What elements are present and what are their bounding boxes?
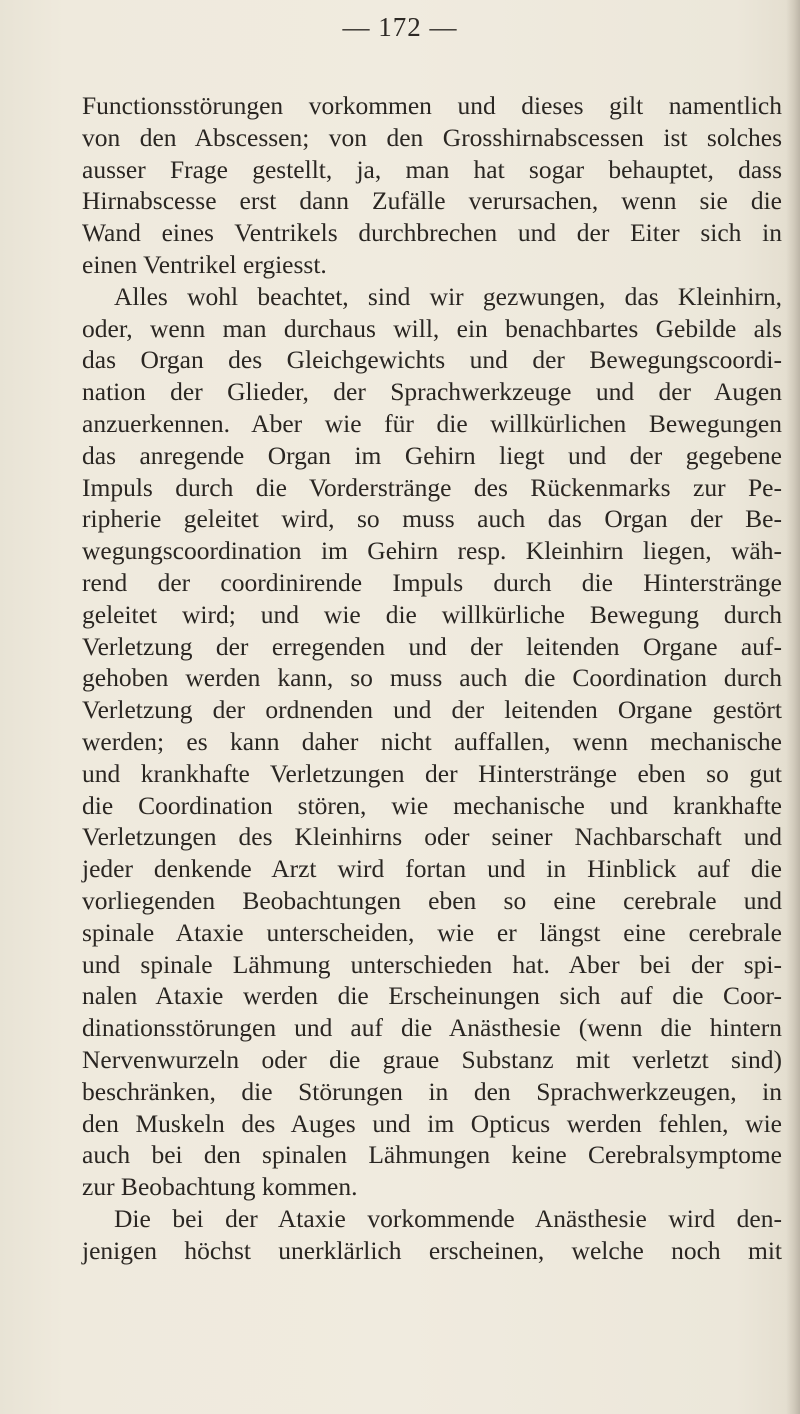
text-line: die Coordination stören, wie mechanische und krankhafte — [82, 790, 782, 820]
text-line: einen Ventrikel ergiesst. — [82, 249, 327, 279]
text-line: Verletzung der erregenden und der leitenden Organe auf- — [82, 631, 782, 661]
text-line: anzuerkennen. Aber wie für die willkürlichen Bewegungen — [82, 408, 782, 438]
text-line: oder, wenn man durchaus will, ein benachbartes Gebilde als — [82, 313, 782, 343]
text-line: gehoben werden kann, so muss auch die Coordination durch — [82, 663, 782, 693]
text-line: Functionsstörungen vorkommen und dieses gilt namentlich — [82, 91, 782, 120]
text-line: jeder denkende Arzt wird fortan und in Hinblick auf die — [82, 854, 782, 884]
text-line: den Muskeln des Auges und im Opticus werden fehlen, wie — [82, 1108, 782, 1138]
text-line: auch bei den spinalen Lähmungen keine Cerebralsymptome — [82, 1140, 782, 1170]
text-line: ausser Frage gestellt, ja, man hat sogar behauptet, dass — [82, 154, 782, 184]
text-line: ripherie geleitet wird, so muss auch das Organ der Be- — [82, 504, 782, 534]
text-line: nalen Ataxie werden die Erscheinungen sich auf die Coor- — [82, 981, 782, 1011]
text-line: Verletzungen des Kleinhirns oder seiner Nachbarschaft und — [82, 822, 782, 852]
text-line: geleitet wird; und wie die willkürliche Bewegung durch — [82, 599, 782, 629]
text-line: Wand eines Ventrikels durchbrechen und der Eiter sich in — [82, 218, 782, 248]
text-line: rend der coordinirende Impuls durch die Hinterstränge — [82, 567, 782, 597]
text-line: das Organ des Gleichgewichts und der Bewegungscoordi- — [82, 345, 782, 375]
text-line: vorliegenden Beobachtungen eben so eine cerebrale und — [82, 885, 782, 915]
page-number: — 172 — — [342, 12, 458, 42]
page-edge-shadow — [786, 0, 800, 1414]
text-line: beschränken, die Störungen in den Sprachwerkzeugen, in — [82, 1076, 782, 1106]
text-line: das anregende Organ im Gehirn liegt und der gegebene — [82, 440, 782, 470]
text-line: nation der Glieder, der Sprachwerkzeuge und der Augen — [82, 377, 782, 407]
text-line: Verletzung der ordnenden und der leitenden Organe gestört — [82, 695, 782, 725]
text-line: dinationsstörungen und auf die Anästhesie (wenn die hintern — [82, 1013, 782, 1043]
text-line: werden; es kann daher nicht auffallen, wenn mechanische — [82, 726, 782, 756]
text-line: spinale Ataxie unterscheiden, wie er längst eine cerebrale — [82, 917, 782, 947]
text-line: und spinale Lähmung unterschieden hat. Aber bei der spi- — [82, 949, 782, 979]
text-line: Nervenwurzeln oder die graue Substanz mit verletzt sind) — [82, 1044, 782, 1074]
text-line: wegungscoordination im Gehirn resp. Kleinhirn liegen, wäh- — [82, 536, 782, 566]
text-line: zur Beobachtung kommen. — [82, 1172, 358, 1202]
text-line: und krankhafte Verletzungen der Hinterstränge eben so gut — [82, 758, 782, 788]
body-text — [82, 90, 782, 1266]
text-line: Die bei der Ataxie vorkommende Anästhesie wird den- — [114, 1203, 782, 1233]
text-line: von den Abscessen; von den Grosshirnabscessen ist solches — [82, 122, 782, 152]
text-line: Alles wohl beachtet, sind wir gezwungen, das Kleinhirn, — [114, 281, 782, 311]
text-line: jenigen höchst unerklärlich erscheinen, welche noch mit — [82, 1235, 782, 1265]
text-line: Impuls durch die Vorderstränge des Rückenmarks zur Pe- — [82, 472, 782, 502]
text-line: Hirnabscesse erst dann Zufälle verursachen, wenn sie die — [82, 186, 782, 216]
